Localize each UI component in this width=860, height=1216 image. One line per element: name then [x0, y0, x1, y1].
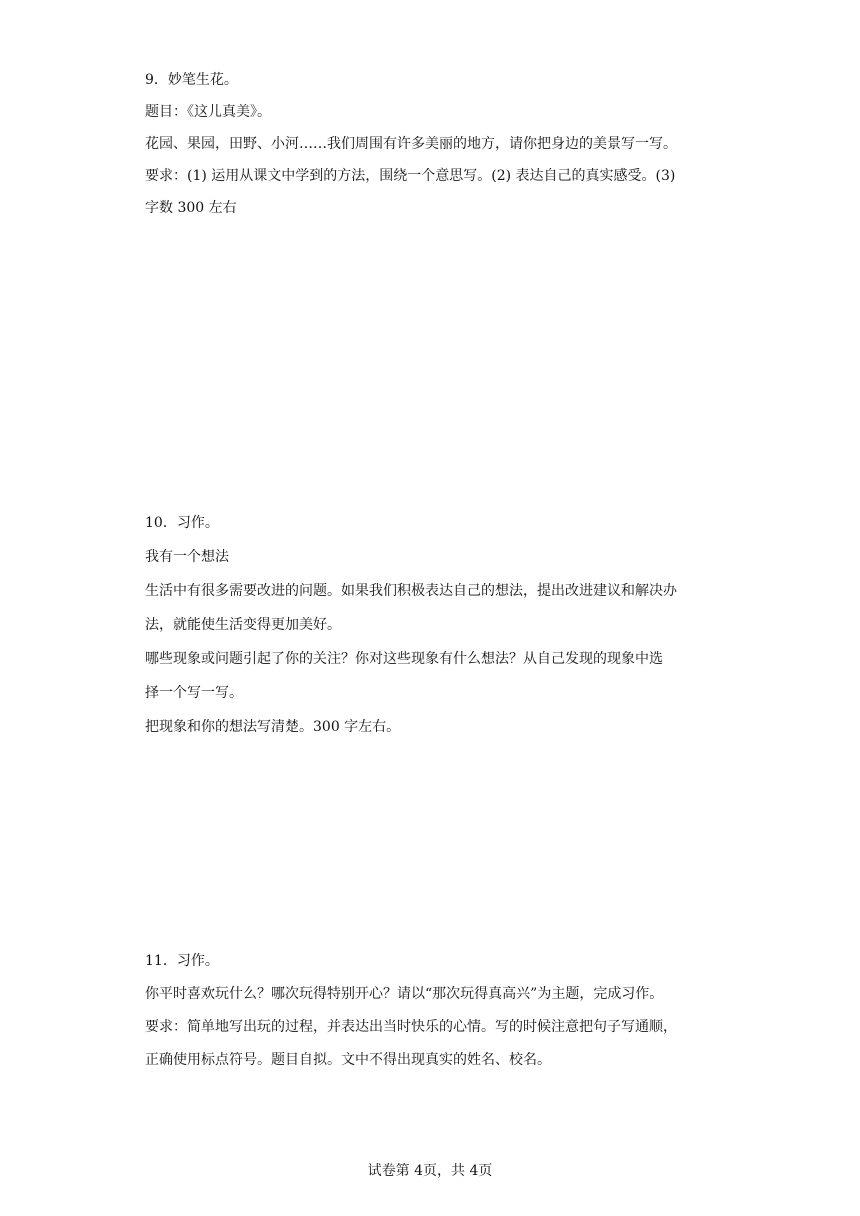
question-9-requirements-cont: 字数 300 左右: [145, 200, 237, 216]
question-11-prompt: 你平时喜欢玩什么？哪次玩得特别开心？请以“那次玩得真高兴”为主题，完成习作。: [145, 986, 664, 1002]
question-10-topic: 我有一个想法: [145, 549, 229, 565]
question-11: [145, 951, 725, 1083]
question-9: [145, 70, 725, 230]
question-9-requirements: 要求：(1) 运用从课文中学到的方法，围绕一个意思写。(2) 表达自己的真实感受。(3): [145, 168, 676, 184]
question-10-prompt-line-3: 哪些现象或问题引起了你的关注？你对这些现象有什么想法？从自己发现的现象中选: [145, 651, 663, 667]
question-11-requirements-cont: 正确使用标点符号。题目自拟。文中不得出现真实的姓名、校名。: [145, 1052, 551, 1068]
question-10-prompt-line-1: 生活中有很多需要改进的问题。如果我们积极表达自己的想法，提出改进建议和解决办: [145, 583, 677, 599]
question-9-topic: 题目：《这儿真美》。: [145, 104, 271, 120]
question-11-requirements: 要求：简单地写出玩的过程，并表达出当时快乐的心情。写的时候注意把句子写通顺，: [145, 1019, 677, 1035]
question-10-requirement: 把现象和你的想法写清楚。300 字左右。: [145, 719, 401, 735]
question-11-number-title: 11．习作。: [145, 953, 219, 969]
page-footer: 试卷第 4页，共 4页: [367, 1163, 493, 1179]
question-10-prompt-line-4: 择一个写一写。: [145, 685, 243, 701]
question-9-prompt: 花园、果园，田野、小河……我们周围有许多美丽的地方，请你把身边的美景写一写。: [145, 136, 677, 152]
question-10: [145, 513, 725, 751]
question-10-prompt-line-2: 法，就能使生活变得更加美好。: [145, 617, 341, 633]
question-9-number-title: 9．妙笔生花。: [145, 72, 238, 88]
question-10-number-title: 10．习作。: [145, 515, 219, 531]
